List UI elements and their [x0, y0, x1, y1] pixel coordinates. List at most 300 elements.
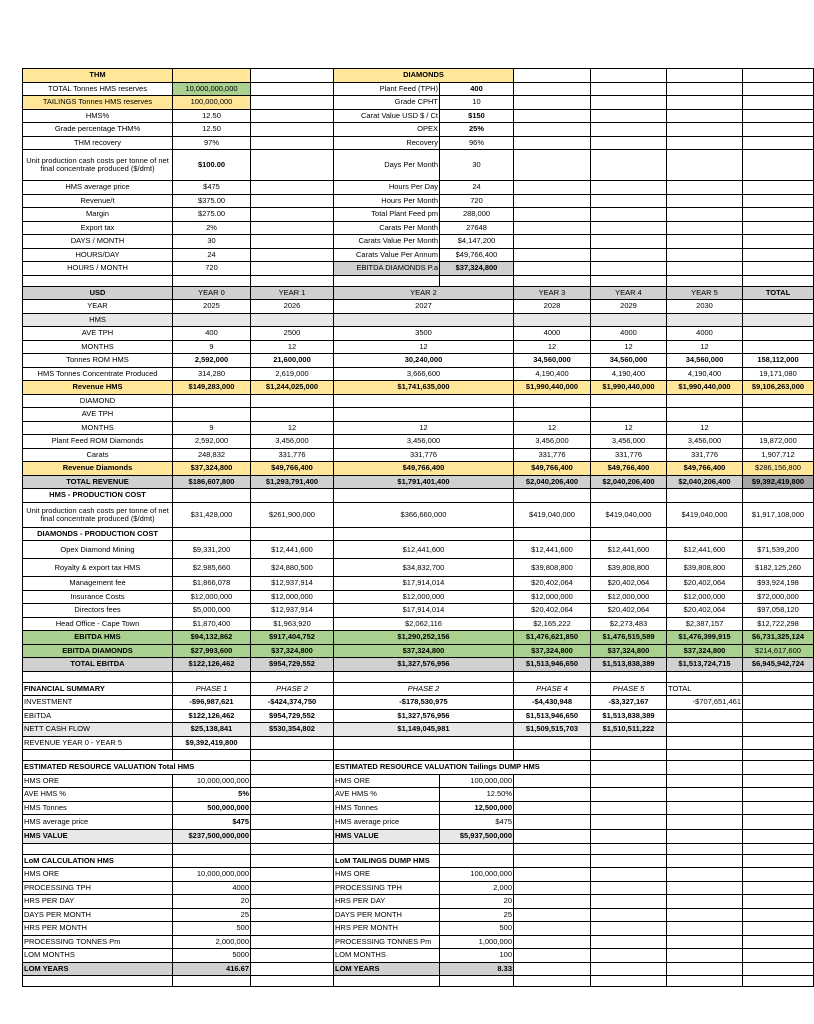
cell[interactable] [743, 313, 814, 327]
cell[interactable]: $37,324,800 [667, 644, 743, 658]
cell[interactable]: 720 [173, 262, 251, 276]
cell[interactable]: $122,126,462 [173, 658, 251, 672]
cell[interactable]: $12,000,000 [591, 590, 667, 604]
cell[interactable] [591, 235, 667, 249]
cell[interactable]: 5000 [173, 949, 251, 963]
cell[interactable] [743, 788, 814, 802]
cell[interactable]: $6,731,325,124 [743, 631, 814, 645]
cell[interactable]: $12,937,914 [251, 604, 334, 618]
cell[interactable] [743, 340, 814, 354]
cell[interactable] [514, 394, 591, 408]
cell[interactable] [514, 962, 591, 976]
cell[interactable] [667, 935, 743, 949]
cell[interactable]: $1,917,108,000 [743, 502, 814, 527]
cell[interactable]: INVESTMENT [23, 696, 173, 710]
cell[interactable]: $954,729,552 [251, 709, 334, 723]
cell[interactable]: 12 [251, 421, 334, 435]
cell[interactable] [667, 275, 743, 286]
cell[interactable]: 10,000,000,000 [173, 774, 251, 788]
cell[interactable]: $419,040,000 [591, 502, 667, 527]
cell[interactable]: PHASE 5 [591, 682, 667, 696]
cell[interactable] [667, 123, 743, 137]
cell[interactable]: DIAMONDS [334, 69, 514, 83]
cell[interactable] [743, 82, 814, 96]
cell[interactable]: $49,766,400 [667, 462, 743, 476]
cell[interactable] [514, 489, 591, 503]
cell[interactable] [667, 709, 743, 723]
cell[interactable] [591, 671, 667, 682]
cell[interactable] [743, 327, 814, 341]
cell[interactable] [334, 489, 514, 503]
cell[interactable]: 100,000,000 [440, 774, 514, 788]
cell[interactable]: $261,900,000 [251, 502, 334, 527]
cell[interactable] [591, 394, 667, 408]
cell[interactable] [743, 248, 814, 262]
cell[interactable] [251, 895, 334, 909]
cell[interactable]: 12 [514, 421, 591, 435]
cell[interactable] [591, 843, 667, 854]
cell[interactable] [743, 801, 814, 815]
cell[interactable] [514, 830, 591, 844]
cell[interactable]: $20,402,064 [591, 604, 667, 618]
cell[interactable] [514, 96, 591, 110]
cell[interactable] [514, 895, 591, 909]
cell[interactable]: 500 [173, 922, 251, 936]
cell[interactable] [173, 843, 251, 854]
cell[interactable]: 416.67 [173, 962, 251, 976]
cell[interactable]: THM [23, 69, 173, 83]
cell[interactable]: Unit production cash costs per tonne of net final concentrate produced ($/dmt) [23, 502, 173, 527]
cell[interactable]: EBITDA DIAMONDS P.a [334, 262, 440, 276]
cell[interactable] [173, 394, 251, 408]
cell[interactable] [743, 489, 814, 503]
cell[interactable]: $1,513,724,715 [667, 658, 743, 672]
cell[interactable]: $419,040,000 [514, 502, 591, 527]
cell[interactable]: 331,776 [667, 448, 743, 462]
cell[interactable]: $182,125,260 [743, 559, 814, 577]
cell[interactable]: 19,872,000 [743, 435, 814, 449]
cell[interactable]: $37,324,800 [440, 262, 514, 276]
cell[interactable] [251, 868, 334, 882]
cell[interactable]: Carat Value USD $ / Ct [334, 109, 440, 123]
cell[interactable] [667, 82, 743, 96]
cell[interactable] [667, 69, 743, 83]
cell[interactable] [514, 82, 591, 96]
cell[interactable]: $31,428,000 [173, 502, 251, 527]
cell[interactable] [251, 922, 334, 936]
cell[interactable]: 25% [440, 123, 514, 137]
cell[interactable]: 19,171,080 [743, 367, 814, 381]
cell[interactable]: $24,880,500 [251, 559, 334, 577]
cell[interactable]: DIAMOND [23, 394, 173, 408]
cell[interactable] [667, 976, 743, 987]
cell[interactable] [743, 935, 814, 949]
cell[interactable]: HMS Tonnes [23, 801, 173, 815]
cell[interactable] [743, 150, 814, 181]
cell[interactable]: 3,666,600 [334, 367, 514, 381]
cell[interactable] [251, 235, 334, 249]
cell[interactable]: -$707,651,461 [667, 696, 743, 710]
cell[interactable]: OPEX [334, 123, 440, 137]
cell[interactable]: 3,456,000 [591, 435, 667, 449]
cell[interactable] [743, 123, 814, 137]
cell[interactable] [591, 922, 667, 936]
cell[interactable]: YEAR 5 [667, 286, 743, 300]
cell[interactable]: 4,190,400 [667, 367, 743, 381]
cell[interactable]: 2,000 [440, 881, 514, 895]
cell[interactable]: 1,000,000 [440, 935, 514, 949]
cell[interactable]: $1,513,946,650 [514, 709, 591, 723]
cell[interactable]: $237,500,000,000 [173, 830, 251, 844]
cell[interactable]: USD [23, 286, 173, 300]
cell[interactable] [667, 895, 743, 909]
cell[interactable]: Plant Feed (TPH) [334, 82, 440, 96]
cell[interactable] [591, 82, 667, 96]
cell[interactable]: 2030 [667, 300, 743, 314]
cell[interactable]: 331,776 [251, 448, 334, 462]
cell[interactable] [667, 109, 743, 123]
cell[interactable]: 400 [440, 82, 514, 96]
cell[interactable]: 2500 [251, 327, 334, 341]
cell[interactable] [334, 527, 514, 541]
cell[interactable] [173, 854, 251, 868]
cell[interactable]: $37,324,800 [173, 462, 251, 476]
cell[interactable] [251, 788, 334, 802]
cell[interactable] [743, 761, 814, 775]
cell[interactable]: $1,513,838,389 [591, 709, 667, 723]
cell[interactable]: $49,766,400 [591, 462, 667, 476]
cell[interactable]: $954,729,552 [251, 658, 334, 672]
cell[interactable] [251, 313, 334, 327]
cell[interactable] [251, 671, 334, 682]
cell[interactable]: Revenue/t [23, 194, 173, 208]
cell[interactable] [251, 976, 334, 987]
cell[interactable]: $1,149,045,981 [334, 723, 514, 737]
cell[interactable]: DIAMONDS - PRODUCTION COST [23, 527, 173, 541]
cell[interactable]: $186,607,800 [173, 475, 251, 489]
cell[interactable]: $2,387,157 [667, 617, 743, 631]
cell[interactable]: Opex Diamond Mining [23, 541, 173, 559]
cell[interactable]: $12,000,000 [173, 590, 251, 604]
cell[interactable] [23, 671, 173, 682]
cell[interactable]: 3,456,000 [334, 435, 514, 449]
cell[interactable] [251, 109, 334, 123]
cell[interactable]: $1,476,515,589 [591, 631, 667, 645]
cell[interactable] [743, 843, 814, 854]
cell[interactable] [514, 736, 591, 750]
cell[interactable]: LoM CALCULATION HMS [23, 854, 173, 868]
cell[interactable] [440, 854, 514, 868]
cell[interactable]: AVE TPH [23, 408, 173, 422]
cell[interactable]: 30,240,000 [334, 354, 514, 368]
cell[interactable] [667, 881, 743, 895]
cell[interactable] [667, 96, 743, 110]
cell[interactable]: 100 [440, 949, 514, 963]
cell[interactable]: $1,513,946,650 [514, 658, 591, 672]
cell[interactable] [591, 750, 667, 761]
cell[interactable]: HMS - PRODUCTION COST [23, 489, 173, 503]
cell[interactable]: $2,040,206,400 [667, 475, 743, 489]
cell[interactable]: 2026 [251, 300, 334, 314]
cell[interactable] [743, 881, 814, 895]
cell[interactable]: 3,456,000 [251, 435, 334, 449]
cell[interactable] [667, 750, 743, 761]
cell[interactable] [251, 830, 334, 844]
cell[interactable] [591, 136, 667, 150]
cell[interactable]: $1,513,838,389 [591, 658, 667, 672]
cell[interactable]: Royalty & export tax HMS [23, 559, 173, 577]
cell[interactable]: $12,441,600 [514, 541, 591, 559]
cell[interactable]: Revenue HMS [23, 381, 173, 395]
cell[interactable]: $100.00 [173, 150, 251, 181]
cell[interactable]: 30 [173, 235, 251, 249]
cell[interactable]: 12 [667, 421, 743, 435]
cell[interactable] [591, 221, 667, 235]
cell[interactable]: YEAR 1 [251, 286, 334, 300]
cell[interactable] [743, 696, 814, 710]
cell[interactable]: $20,402,064 [591, 577, 667, 591]
cell[interactable]: PHASE 4 [514, 682, 591, 696]
cell[interactable] [667, 221, 743, 235]
cell[interactable]: 288,000 [440, 208, 514, 222]
cell[interactable] [440, 843, 514, 854]
cell[interactable] [251, 815, 334, 830]
cell[interactable] [251, 843, 334, 854]
cell[interactable]: 331,776 [591, 448, 667, 462]
cell[interactable]: PHASE 2 [334, 682, 514, 696]
cell[interactable] [591, 908, 667, 922]
cell[interactable] [514, 313, 591, 327]
cell[interactable]: 2,619,000 [251, 367, 334, 381]
cell[interactable]: REVENUE YEAR 0 - YEAR 5 [23, 736, 173, 750]
cell[interactable]: $12,722,298 [743, 617, 814, 631]
cell[interactable]: PHASE 1 [173, 682, 251, 696]
cell[interactable]: $1,990,440,000 [667, 381, 743, 395]
cell[interactable]: 331,776 [334, 448, 514, 462]
cell[interactable] [667, 194, 743, 208]
cell[interactable] [251, 527, 334, 541]
cell[interactable]: 4,190,400 [514, 367, 591, 381]
cell[interactable]: $20,402,064 [514, 604, 591, 618]
cell[interactable] [667, 922, 743, 936]
cell[interactable]: HRS PER DAY [23, 895, 173, 909]
cell[interactable] [334, 843, 440, 854]
cell[interactable]: HMS average price [334, 815, 440, 830]
cell[interactable] [334, 976, 440, 987]
cell[interactable]: 2025 [173, 300, 251, 314]
cell[interactable]: YEAR 3 [514, 286, 591, 300]
cell[interactable] [514, 868, 591, 882]
cell[interactable] [251, 761, 334, 775]
cell[interactable]: $34,832,700 [334, 559, 514, 577]
cell[interactable]: $9,392,419,800 [743, 475, 814, 489]
cell[interactable]: $25,138,841 [173, 723, 251, 737]
cell[interactable]: $39,808,800 [591, 559, 667, 577]
cell[interactable]: $530,354,802 [251, 723, 334, 737]
cell[interactable]: Margin [23, 208, 173, 222]
cell[interactable] [591, 868, 667, 882]
cell[interactable]: 500 [440, 922, 514, 936]
cell[interactable] [514, 843, 591, 854]
cell[interactable] [743, 709, 814, 723]
cell[interactable]: $49,766,400 [251, 462, 334, 476]
cell[interactable] [334, 671, 514, 682]
cell[interactable]: PROCESSING TONNES Pm [334, 935, 440, 949]
cell[interactable] [667, 235, 743, 249]
cell[interactable]: 10,000,000,000 [173, 82, 251, 96]
cell[interactable]: 12.50 [173, 109, 251, 123]
cell[interactable] [743, 815, 814, 830]
cell[interactable]: $475 [173, 815, 251, 830]
cell[interactable] [334, 408, 514, 422]
cell[interactable] [667, 843, 743, 854]
cell[interactable] [667, 962, 743, 976]
cell[interactable] [667, 723, 743, 737]
cell[interactable]: 2029 [591, 300, 667, 314]
cell[interactable]: LoM TAILINGS DUMP HMS [334, 854, 440, 868]
cell[interactable] [743, 868, 814, 882]
cell[interactable]: $2,273,483 [591, 617, 667, 631]
cell[interactable]: 720 [440, 194, 514, 208]
cell[interactable]: LOM MONTHS [23, 949, 173, 963]
cell[interactable]: YEAR 0 [173, 286, 251, 300]
cell[interactable] [743, 723, 814, 737]
cell[interactable]: PROCESSING TPH [23, 881, 173, 895]
cell[interactable] [514, 262, 591, 276]
cell[interactable] [743, 750, 814, 761]
cell[interactable]: Hours Per Month [334, 194, 440, 208]
cell[interactable]: DAYS / MONTH [23, 235, 173, 249]
cell[interactable]: HMS ORE [334, 868, 440, 882]
cell[interactable] [514, 671, 591, 682]
cell[interactable] [667, 248, 743, 262]
cell[interactable]: 12,500,000 [440, 801, 514, 815]
cell[interactable] [743, 962, 814, 976]
cell[interactable] [591, 262, 667, 276]
cell[interactable]: 2027 [334, 300, 514, 314]
cell[interactable]: $37,324,800 [334, 644, 514, 658]
cell[interactable]: YEAR 4 [591, 286, 667, 300]
cell[interactable]: 400 [173, 327, 251, 341]
cell[interactable]: TOTAL REVENUE [23, 475, 173, 489]
cell[interactable] [514, 815, 591, 830]
cell[interactable] [743, 527, 814, 541]
cell[interactable]: TAILINGS Tonnes HMS reserves [23, 96, 173, 110]
cell[interactable]: TOTAL [667, 682, 743, 696]
cell[interactable]: 96% [440, 136, 514, 150]
cell[interactable] [440, 976, 514, 987]
cell[interactable] [514, 69, 591, 83]
cell[interactable]: LOM YEARS [23, 962, 173, 976]
cell[interactable] [514, 136, 591, 150]
cell[interactable] [251, 221, 334, 235]
cell[interactable] [514, 221, 591, 235]
cell[interactable]: 9 [173, 340, 251, 354]
cell[interactable] [667, 788, 743, 802]
cell[interactable]: 100,000,000 [173, 96, 251, 110]
cell[interactable]: Carats Value Per Annum [334, 248, 440, 262]
cell[interactable] [667, 136, 743, 150]
cell[interactable]: EBITDA HMS [23, 631, 173, 645]
cell[interactable]: 4000 [514, 327, 591, 341]
cell[interactable] [591, 96, 667, 110]
cell[interactable] [591, 788, 667, 802]
cell[interactable]: 3,456,000 [514, 435, 591, 449]
cell[interactable] [251, 949, 334, 963]
cell[interactable] [514, 208, 591, 222]
cell[interactable] [743, 671, 814, 682]
cell[interactable]: HMS Tonnes Concentrate Produced [23, 367, 173, 381]
cell[interactable]: Grade percentage THM% [23, 123, 173, 137]
cell[interactable]: -$3,327,167 [591, 696, 667, 710]
cell[interactable]: $12,441,600 [251, 541, 334, 559]
cell[interactable]: 12.50 [173, 123, 251, 137]
cell[interactable]: DAYS PER MONTH [334, 908, 440, 922]
cell[interactable] [667, 262, 743, 276]
cell[interactable]: $1,963,920 [251, 617, 334, 631]
cell[interactable]: $5,000,000 [173, 604, 251, 618]
cell[interactable]: 4000 [667, 327, 743, 341]
cell[interactable] [251, 208, 334, 222]
cell[interactable] [743, 235, 814, 249]
cell[interactable] [251, 82, 334, 96]
cell[interactable]: Recovery [334, 136, 440, 150]
cell[interactable]: $49,766,400 [514, 462, 591, 476]
cell[interactable]: 20 [440, 895, 514, 909]
cell[interactable]: Days Per Month [334, 150, 440, 181]
cell[interactable] [743, 854, 814, 868]
cell[interactable]: $275.00 [173, 208, 251, 222]
cell[interactable]: TOTAL [743, 286, 814, 300]
cell[interactable]: 12 [334, 421, 514, 435]
cell[interactable]: 2028 [514, 300, 591, 314]
cell[interactable] [251, 136, 334, 150]
cell[interactable]: Export tax [23, 221, 173, 235]
cell[interactable]: $1,510,511,222 [591, 723, 667, 737]
cell[interactable] [743, 194, 814, 208]
cell[interactable] [743, 69, 814, 83]
cell[interactable] [591, 123, 667, 137]
cell[interactable]: AVE HMS % [334, 788, 440, 802]
cell[interactable]: 24 [440, 181, 514, 195]
cell[interactable] [591, 208, 667, 222]
cell[interactable]: $1,791,401,400 [334, 475, 514, 489]
cell[interactable]: HRS PER MONTH [23, 922, 173, 936]
cell[interactable]: 2,592,000 [173, 354, 251, 368]
cell[interactable] [251, 275, 334, 286]
cell[interactable] [667, 949, 743, 963]
cell[interactable] [251, 908, 334, 922]
cell[interactable]: 4000 [173, 881, 251, 895]
cell[interactable] [514, 908, 591, 922]
cell[interactable] [591, 194, 667, 208]
cell[interactable]: NETT CASH FLOW [23, 723, 173, 737]
cell[interactable] [591, 489, 667, 503]
cell[interactable] [173, 275, 251, 286]
cell[interactable] [591, 248, 667, 262]
cell[interactable]: 500,000,000 [173, 801, 251, 815]
cell[interactable] [251, 194, 334, 208]
cell[interactable]: TOTAL EBITDA [23, 658, 173, 672]
cell[interactable] [591, 736, 667, 750]
cell[interactable] [591, 181, 667, 195]
cell[interactable]: Carats [23, 448, 173, 462]
cell[interactable] [743, 830, 814, 844]
cell[interactable]: HMS ORE [23, 774, 173, 788]
cell[interactable]: $917,404,752 [251, 631, 334, 645]
cell[interactable] [591, 949, 667, 963]
cell[interactable]: $375.00 [173, 194, 251, 208]
